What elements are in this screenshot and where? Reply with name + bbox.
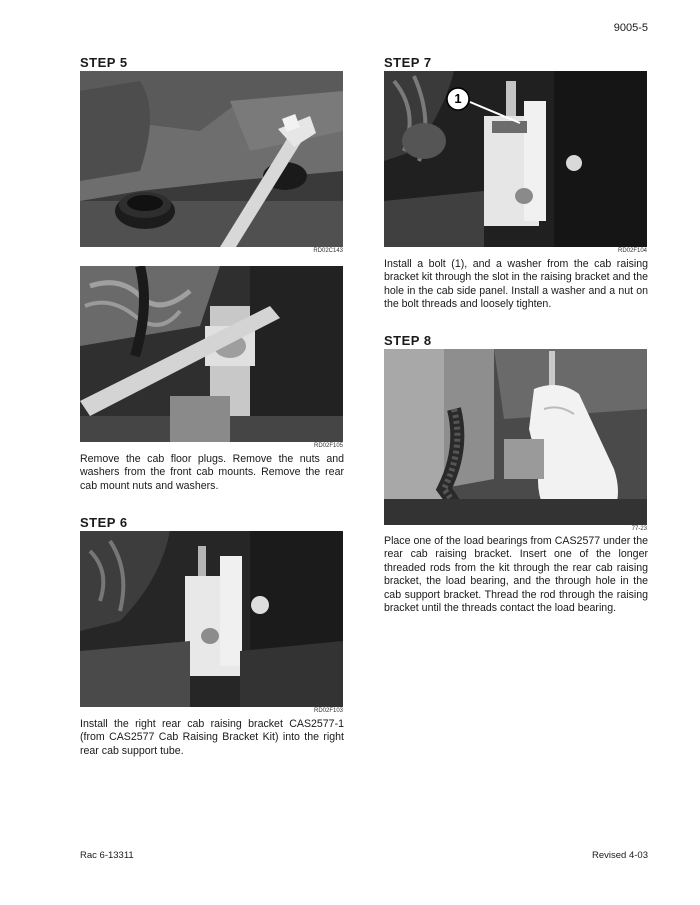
step-7-photo-bolt — [384, 71, 647, 247]
page-number: 9005-5 — [613, 22, 648, 34]
step-5-title: STEP 5 — [80, 55, 128, 70]
footer-revision: Revised 4-03 — [592, 850, 648, 861]
callout-1: 1 — [454, 91, 462, 106]
footer-document-id: Rac 6-13311 — [80, 850, 134, 861]
figure-code: RD02C143 — [313, 248, 343, 254]
step-8-title: STEP 8 — [384, 333, 432, 348]
figure-code: RD02F104 — [617, 248, 647, 254]
step-6-title: STEP 6 — [80, 515, 128, 530]
step-5-photo-cab-mount — [80, 266, 343, 442]
figure-code: RD02F105 — [313, 443, 343, 449]
step-5-text: Remove the cab floor plugs. Remove the nuts and washers from the front cab mounts. Remove the rear cab mount nuts and washers. — [80, 453, 344, 492]
step-7-title: STEP 7 — [384, 55, 432, 70]
figure-code: RD02F103 — [313, 708, 343, 714]
step-5-photo-floor-plug — [80, 71, 343, 247]
step-8-photo-threaded-rod — [384, 349, 647, 525]
step-8-text: Place one of the load bearings from CAS2577 under the rear cab raising bracket. Insert one of the longer threaded rods from the kit through the rear cab raising bracket, the load bearing, and the through hole in the cab support bracket. Thread the rod through the raising bracket until the threads contact the load bearing. — [384, 535, 648, 615]
figure-code: 77-23 — [631, 526, 647, 532]
step-6-text: Install the right rear cab raising bracket CAS2577-1 (from CAS2577 Cab Raising Bracket Kit) into the right rear cab support tube. — [80, 718, 344, 757]
step-7-text: Install a bolt (1), and a washer from the cab raising bracket kit through the slot in the raising bracket and the hole in the cab side panel. Install a washer and a nut on the bolt threads and loosely tighten. — [384, 258, 648, 311]
step-6-photo-bracket — [80, 531, 343, 707]
